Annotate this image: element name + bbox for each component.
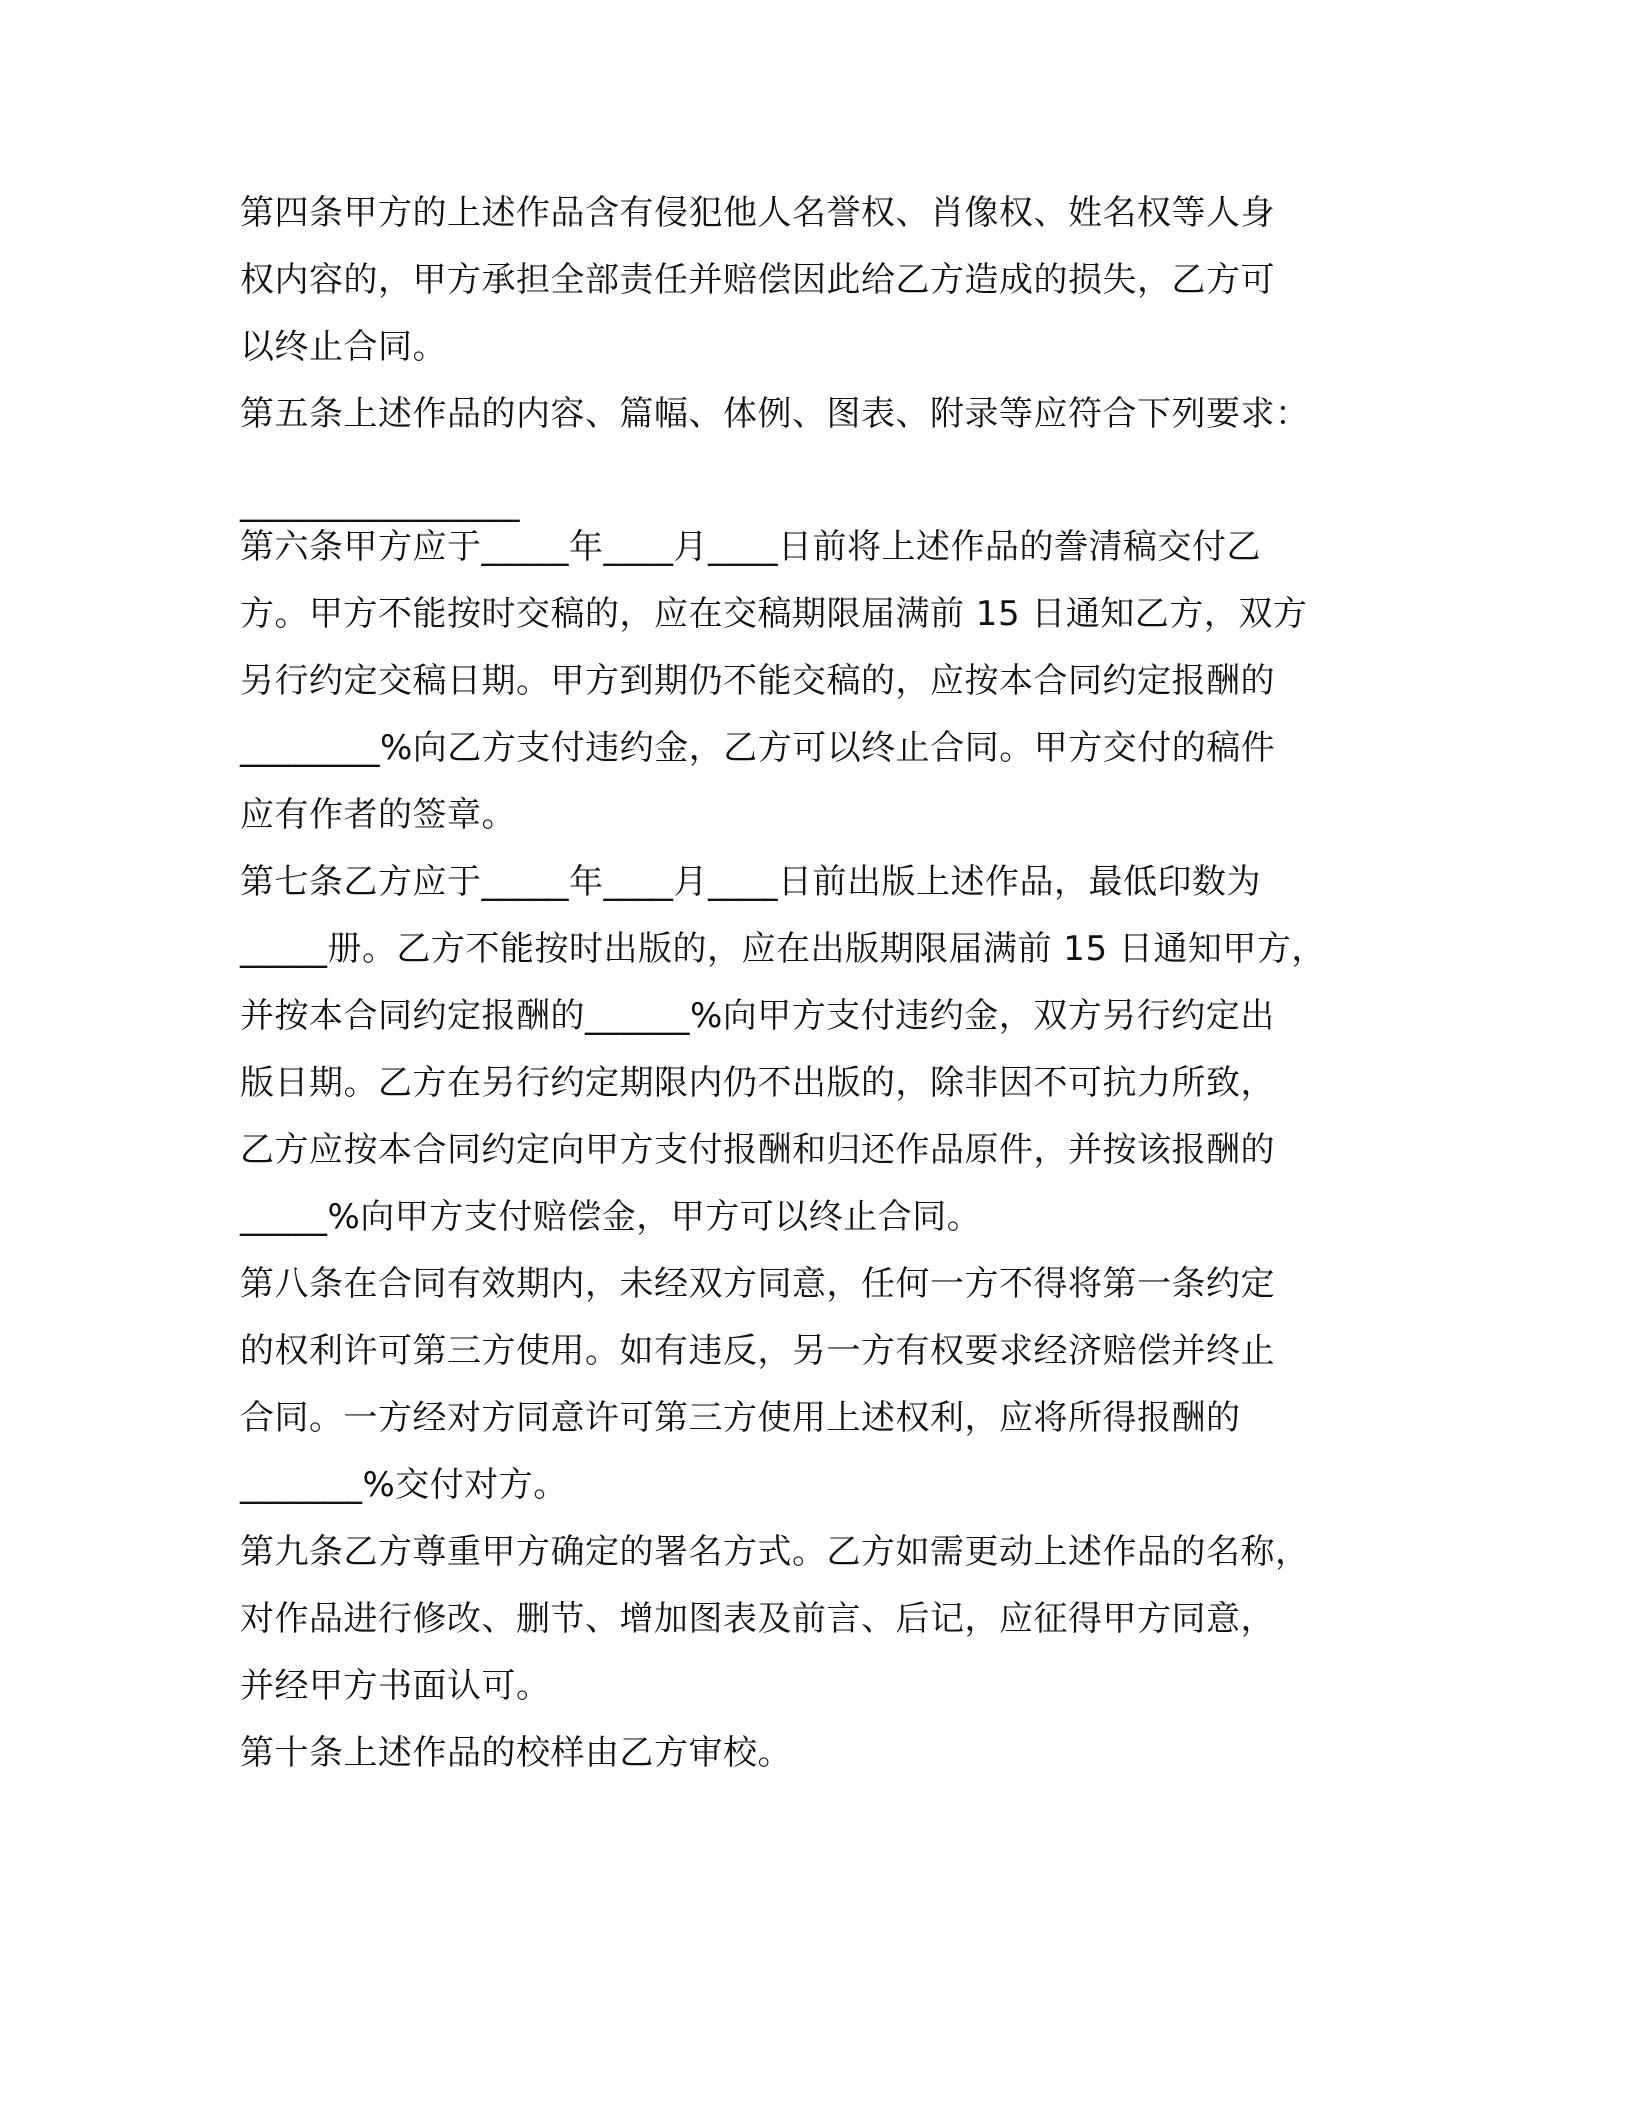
text-line: _____%向甲方支付赔偿金，甲方可以终止合同。 [240, 1197, 982, 1237]
text-line: 乙方应按本合同约定向甲方支付报酬和归还作品原件，并按该报酬的 [240, 1130, 1275, 1170]
text-line: 权内容的，甲方承担全部责任并赔偿因此给乙方造成的损失，乙方可 [240, 260, 1275, 300]
text-line: 方。甲方不能按时交稿的，应在交稿期限届满前 15 日通知乙方，双方 [240, 594, 1308, 634]
text-line: 应有作者的签章。 [240, 795, 516, 835]
text-line: 第五条上述作品的内容、篇幅、体例、图表、附录等应符合下列要求： [240, 394, 1310, 434]
text-line: 第九条乙方尊重甲方确定的署名方式。乙方如需更动上述作品的名称， [240, 1532, 1310, 1572]
text-line: 第四条甲方的上述作品含有侵犯他人名誉权、肖像权、姓名权等人身 [240, 193, 1275, 233]
text-line: 的权利许可第三方使用。如有违反，另一方有权要求经济赔偿并终止 [240, 1331, 1275, 1371]
text-line: 版日期。乙方在另行约定期限内仍不出版的，除非因不可抗力所致， [240, 1063, 1275, 1103]
text-line: ________%向乙方支付违约金，乙方可以终止合同。甲方交付的稿件 [240, 728, 1276, 768]
text-line: 第八条在合同有效期内，未经双方同意，任何一方不得将第一条约定 [240, 1264, 1275, 1304]
text-line: 以终止合同。 [240, 327, 447, 367]
text-line: 第六条甲方应于_____年____月____日前将上述作品的誊清稿交付乙 [240, 527, 1261, 567]
text-line: 第十条上述作品的校样由乙方审校。 [240, 1733, 792, 1773]
blank-line: ________________ [240, 483, 520, 523]
text-line: _____册。乙方不能按时出版的，应在出版期限届满前 15 日通知甲方， [240, 929, 1326, 969]
text-line: 对作品进行修改、删节、增加图表及前言、后记，应征得甲方同意， [240, 1599, 1275, 1639]
text-line: 并经甲方书面认可。 [240, 1666, 551, 1706]
text-line: 另行约定交稿日期。甲方到期仍不能交稿的，应按本合同约定报酬的 [240, 661, 1275, 701]
text-line: 并按本合同约定报酬的______%向甲方支付违约金，双方另行约定出 [240, 996, 1275, 1036]
text-line: 合同。一方经对方同意许可第三方使用上述权利，应将所得报酬的 [240, 1398, 1241, 1438]
text-line: _______%交付对方。 [240, 1465, 568, 1505]
text-line: 第七条乙方应于_____年____月____日前出版上述作品，最低印数为 [240, 862, 1261, 902]
